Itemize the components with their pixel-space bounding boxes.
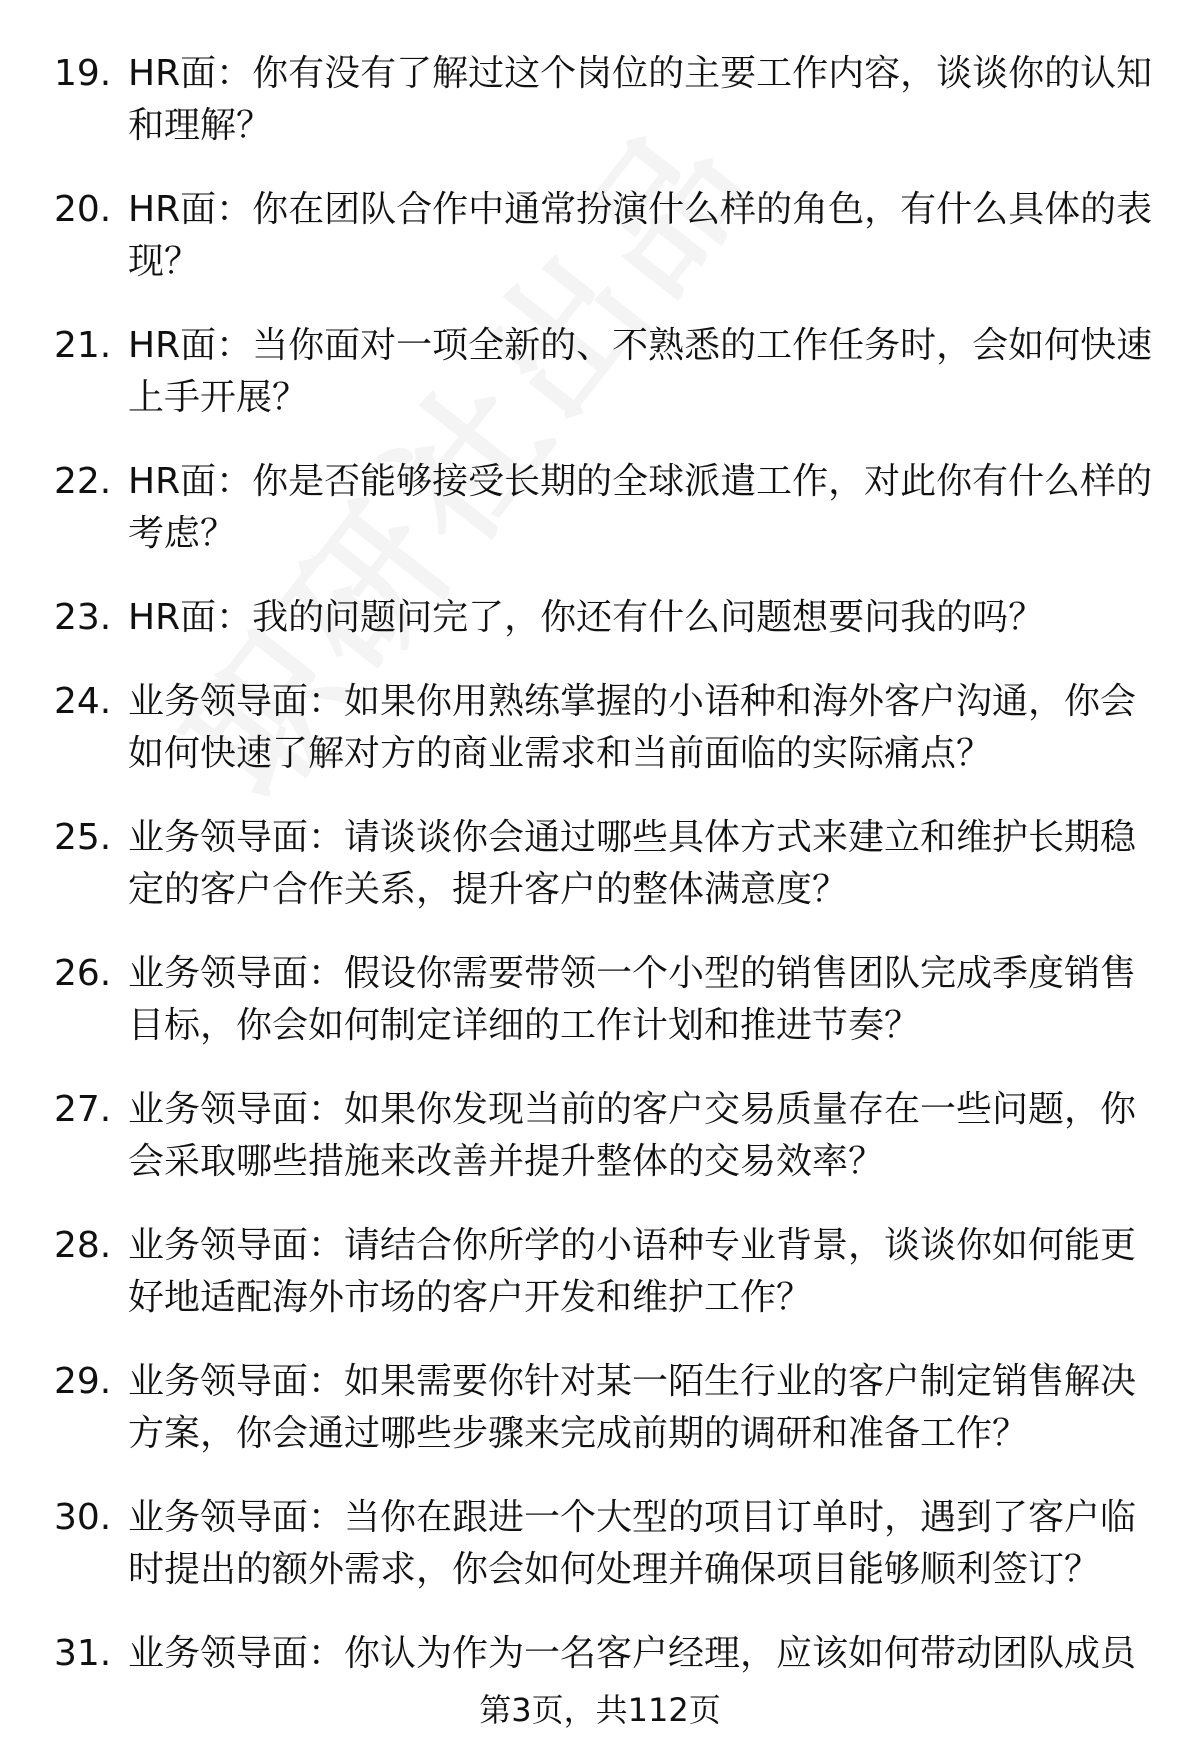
page-number: 第3页，共112页	[479, 1691, 721, 1729]
question-number: 21.	[54, 325, 112, 366]
question-text: 业务领导面：当你在跟进一个大型的项目订单时，遇到了客户临时提出的额外需求，你会如何处理并确保项目能够顺利签订？	[128, 1497, 1137, 1590]
question-text: 业务领导面：如果你发现当前的客户交易质量存在一些问题，你会采取哪些措施来改善并提升整体的交易效率？	[128, 1089, 1137, 1182]
question-number: 31.	[54, 1633, 112, 1674]
list-item	[0, 184, 1200, 288]
list-item	[0, 676, 1200, 780]
question-number: 20.	[54, 189, 112, 230]
question-number: 30.	[54, 1497, 112, 1538]
list-item	[0, 592, 1200, 644]
list-item	[0, 1628, 1200, 1680]
list-item	[0, 812, 1200, 916]
question-text: 业务领导面：假设你需要带领一个小型的销售团队完成季度销售目标，你会如何制定详细的工作计划和推进节奏？	[128, 953, 1137, 1046]
question-number: 29.	[54, 1361, 112, 1402]
question-text: 业务领导面：如果你用熟练掌握的小语种和海外客户沟通，你会如何快速了解对方的商业需求和当前面临的实际痛点？	[128, 681, 1137, 774]
list-item	[0, 456, 1200, 560]
question-number: 19.	[54, 53, 112, 94]
question-number: 22.	[54, 461, 112, 502]
list-item	[0, 48, 1200, 152]
list-item	[0, 1084, 1200, 1188]
question-text: HR面：我的问题问完了，你还有什么问题想要问我的吗？	[128, 597, 1045, 638]
question-text: HR面：你在团队合作中通常扮演什么样的角色，有什么具体的表现？	[128, 189, 1153, 282]
list-item	[0, 320, 1200, 424]
list-item	[0, 1492, 1200, 1596]
list-item	[0, 948, 1200, 1052]
question-text: 业务领导面：请结合你所学的小语种专业背景，谈谈你如何能更好地适配海外市场的客户开发和维护工作？	[128, 1225, 1137, 1318]
question-text: 业务领导面：如果需要你针对某一陌生行业的客户制定销售解决方案，你会通过哪些步骤来完成前期的调研和准备工作？	[128, 1361, 1137, 1454]
list-item	[0, 1356, 1200, 1460]
question-text: HR面：当你面对一项全新的、不熟悉的工作任务时，会如何快速上手开展？	[128, 325, 1153, 418]
question-number: 24.	[54, 681, 112, 722]
question-number: 28.	[54, 1225, 112, 1266]
list-item	[0, 1220, 1200, 1324]
question-number: 26.	[54, 953, 112, 994]
question-text: HR面：你是否能够接受长期的全球派遣工作，对此你有什么样的考虑？	[128, 461, 1153, 554]
question-number: 25.	[54, 817, 112, 858]
question-number: 27.	[54, 1089, 112, 1130]
question-text: 业务领导面：你认为作为一名客户经理，应该如何带动团队成员	[128, 1633, 1137, 1674]
question-number: 23.	[54, 597, 112, 638]
question-text: 业务领导面：请谈谈你会通过哪些具体方式来建立和维护长期稳定的客户合作关系，提升客户的整体满意度？	[128, 817, 1137, 910]
question-text: HR面：你有没有了解过这个岗位的主要工作内容，谈谈你的认知和理解？	[128, 53, 1153, 146]
